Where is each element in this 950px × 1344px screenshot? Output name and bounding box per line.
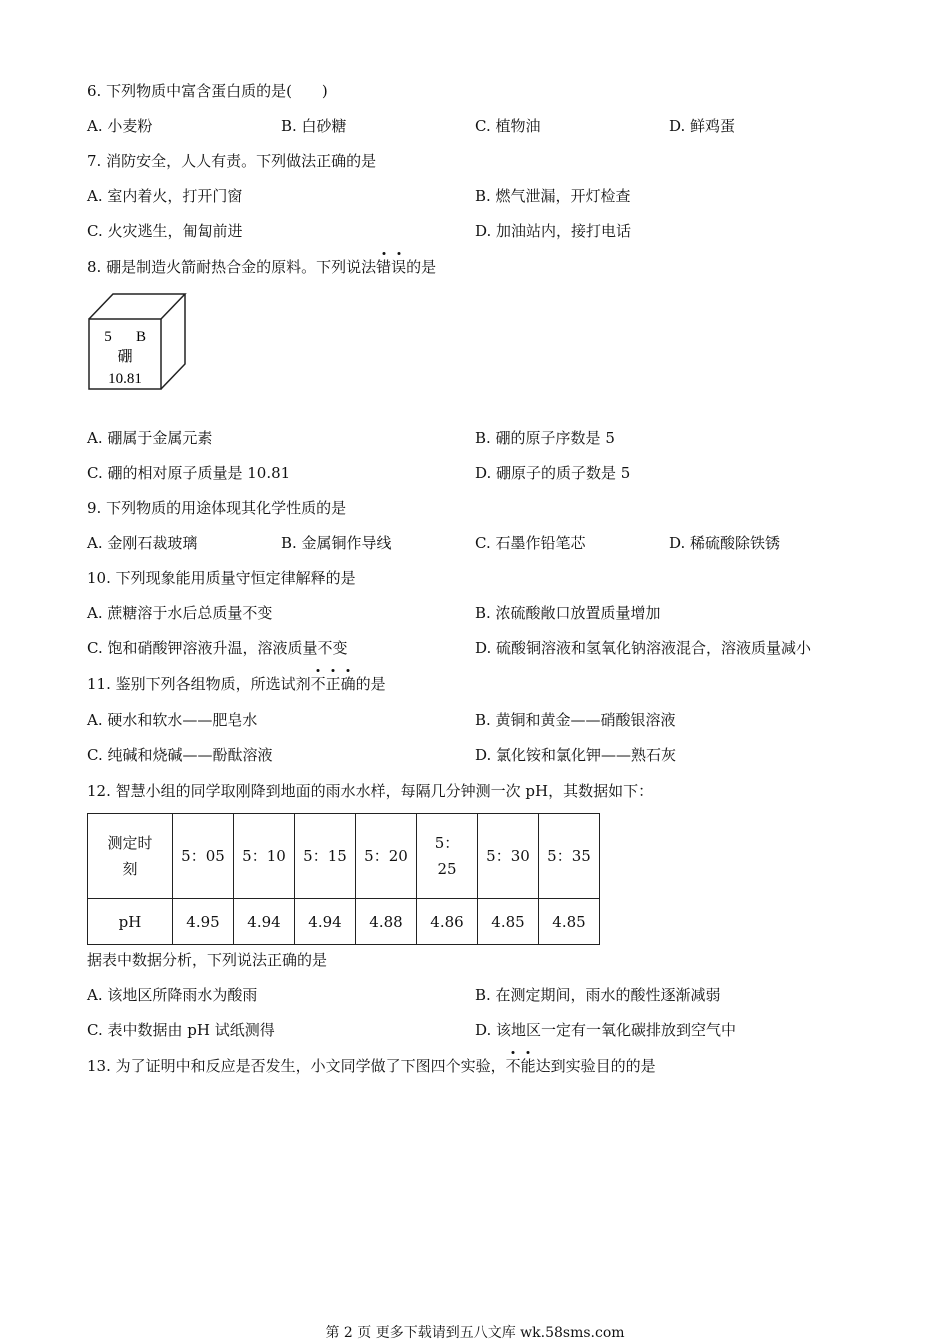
atomic-number: 5 bbox=[104, 329, 112, 345]
time-cell: 5：35 bbox=[539, 814, 600, 899]
ph-data-table bbox=[87, 813, 600, 945]
q13-emphasis-char: 不 bbox=[505, 1057, 521, 1075]
q6-option-d: D. 鲜鸡蛋 bbox=[669, 117, 736, 135]
q12-option-c: C. 表中数据由 pH 试纸测得 bbox=[87, 1021, 275, 1039]
q12-stem: 12. 智慧小组的同学取刚降到地面的雨水水样，每隔几分钟测一次 pH，其数据如下： bbox=[87, 782, 654, 800]
q12-after-text: 据表中数据分析，下列说法正确的是 bbox=[87, 951, 328, 969]
boron-element-card bbox=[86, 291, 190, 395]
q7-option-d: D. 加油站内，接打电话 bbox=[475, 222, 632, 240]
q11-stem bbox=[87, 674, 386, 694]
ph-value-cell: 4.94 bbox=[234, 899, 295, 945]
q6-option-a: A. 小麦粉 bbox=[87, 117, 153, 135]
q6-stem: 6. 下列物质中富含蛋白质的是( ) bbox=[87, 82, 328, 100]
q8-emphasis-char: 误 bbox=[391, 258, 407, 276]
table-row bbox=[88, 814, 600, 899]
ph-value-cell: 4.85 bbox=[539, 899, 600, 945]
q6-option-b: B. 白砂糖 bbox=[281, 117, 347, 135]
header-label-line2: 刻 bbox=[122, 860, 138, 878]
q12-option-d: D. 该地区一定有一氧化碳排放到空气中 bbox=[475, 1021, 737, 1039]
q8-stem bbox=[87, 257, 436, 277]
q12-option-b: B. 在测定期间，雨水的酸性逐渐减弱 bbox=[475, 986, 721, 1004]
time-cell: 5：10 bbox=[234, 814, 295, 899]
q11-option-d: D. 氯化铵和氯化钾——熟石灰 bbox=[475, 746, 677, 764]
q11-emphasis-char: 不 bbox=[310, 675, 326, 693]
ph-value-cell: 4.86 bbox=[417, 899, 478, 945]
q11-stem-post: 的是 bbox=[355, 675, 386, 693]
q10-stem: 10. 下列现象能用质量守恒定律解释的是 bbox=[87, 569, 356, 587]
q8-option-c: C. 硼的相对原子质量是 10.81 bbox=[87, 464, 291, 482]
table-header-cell bbox=[88, 814, 173, 899]
ph-value-cell: 4.95 bbox=[173, 899, 234, 945]
q9-option-d: D. 稀硫酸除铁锈 bbox=[669, 534, 781, 552]
ph-value-cell: 4.85 bbox=[478, 899, 539, 945]
q11-option-c: C. 纯碱和烧碱——酚酞溶液 bbox=[87, 746, 273, 764]
q11-emphasis-char: 确 bbox=[340, 675, 356, 693]
table-row bbox=[88, 899, 600, 945]
q9-option-a: A. 金刚石裁玻璃 bbox=[87, 534, 198, 552]
card-side-face bbox=[161, 294, 185, 389]
q10-option-c: C. 饱和硝酸钾溶液升温，溶液质量不变 bbox=[87, 639, 348, 657]
q8-stem-pre: 8. 硼是制造火箭耐热合金的原料。下列说法 bbox=[87, 258, 377, 276]
q8-stem-post: 的是 bbox=[406, 258, 437, 276]
q7-stem: 7. 消防安全，人人有责。下列做法正确的是 bbox=[87, 152, 377, 170]
q10-option-b: B. 浓硫酸敞口放置质量增加 bbox=[475, 604, 661, 622]
q13-stem-pre: 13. 为了证明中和反应是否发生，小文同学做了下图四个实验， bbox=[87, 1057, 506, 1075]
q7-option-b: B. 燃气泄漏，开灯检查 bbox=[475, 187, 631, 205]
atomic-mass: 10.81 bbox=[108, 371, 142, 387]
q13-stem-post: 达到实验目的的是 bbox=[535, 1057, 656, 1075]
ph-value-cell: 4.94 bbox=[295, 899, 356, 945]
header-label-line1: 测定时 bbox=[107, 834, 153, 852]
q11-stem-pre: 11. 鉴别下列各组物质，所选试剂 bbox=[87, 675, 311, 693]
q12-option-a: A. 该地区所降雨水为酸雨 bbox=[87, 986, 258, 1004]
q10-option-d: D. 硫酸铜溶液和氢氧化钠溶液混合，溶液质量减小 bbox=[475, 639, 812, 657]
time-cell bbox=[417, 814, 478, 899]
q11-option-b: B. 黄铜和黄金——硝酸银溶液 bbox=[475, 711, 676, 729]
time-cell: 5：20 bbox=[356, 814, 417, 899]
q8-option-a: A. 硼属于金属元素 bbox=[87, 429, 213, 447]
q11-emphasis-char: 正 bbox=[325, 675, 341, 693]
time-cell-line1: 5： bbox=[434, 834, 460, 852]
time-cell: 5：05 bbox=[173, 814, 234, 899]
q9-stem: 9. 下列物质的用途体现其化学性质的是 bbox=[87, 499, 347, 517]
page-footer: 第 2 页 更多下载请到五八文库 wk.58sms.com bbox=[325, 1325, 625, 1341]
ph-label-cell: pH bbox=[88, 899, 173, 945]
q11-option-a: A. 硬水和软水——肥皂水 bbox=[87, 711, 258, 729]
q8-emphasis-char: 错 bbox=[376, 258, 392, 276]
q8-option-b: B. 硼的原子序数是 5 bbox=[475, 429, 615, 447]
time-cell: 5：30 bbox=[478, 814, 539, 899]
q10-option-a: A. 蔗糖溶于水后总质量不变 bbox=[87, 604, 273, 622]
q6-option-c: C. 植物油 bbox=[475, 117, 541, 135]
element-symbol: B bbox=[135, 329, 147, 345]
q9-option-b: B. 金属铜作导线 bbox=[281, 534, 392, 552]
ph-value-cell: 4.88 bbox=[356, 899, 417, 945]
element-name: 硼 bbox=[117, 347, 133, 365]
card-top-face bbox=[89, 294, 185, 319]
q13-emphasis-char: 能 bbox=[520, 1057, 536, 1075]
q8-option-d: D. 硼原子的质子数是 5 bbox=[475, 464, 631, 482]
time-cell: 5：15 bbox=[295, 814, 356, 899]
q7-option-c: C. 火灾逃生，匍匐前进 bbox=[87, 222, 243, 240]
q13-stem bbox=[87, 1056, 656, 1076]
q9-option-c: C. 石墨作铅笔芯 bbox=[475, 534, 586, 552]
q7-option-a: A. 室内着火，打开门窗 bbox=[87, 187, 243, 205]
time-cell-line2: 25 bbox=[437, 860, 457, 878]
